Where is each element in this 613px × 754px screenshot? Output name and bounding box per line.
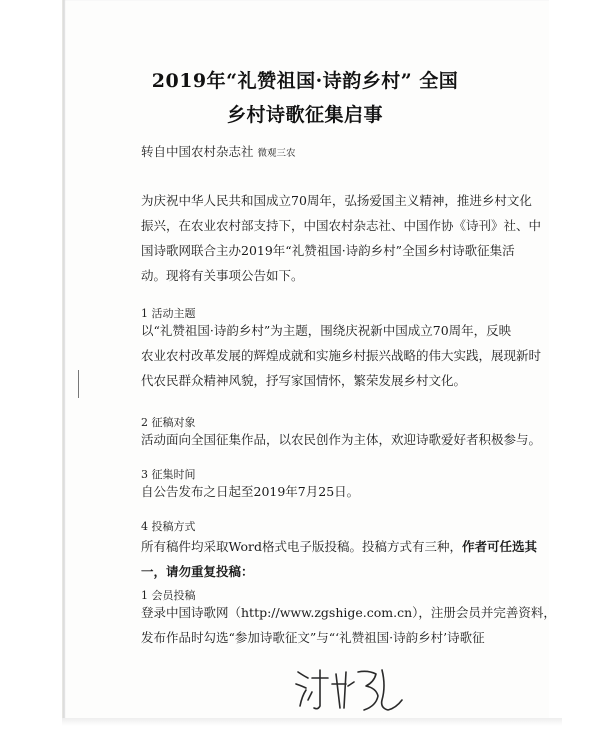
- section-2-body: [141, 427, 542, 452]
- section-1-heading: 1 活动主题: [141, 307, 196, 320]
- page-edge: [62, 718, 562, 726]
- section-2-heading: 2 征稿对象: [141, 416, 196, 429]
- source-line: [141, 142, 296, 160]
- title-line-2: 乡村诗歌征集启事: [226, 104, 383, 126]
- subsection-heading: 1 会员投稿: [141, 589, 196, 602]
- section-4-body: [141, 534, 538, 584]
- bold-line: 一，请勿重复投稿：: [141, 564, 254, 579]
- margin-mark: [78, 370, 79, 398]
- section-3-heading: 3 征集时间: [141, 468, 196, 481]
- title-line-1: 2019年“礼赞祖国·诗韵乡村” 全国: [151, 70, 459, 92]
- intro-line: 振兴，在农业农村部支持下，中国农村杂志社、中国作协《诗刊》社、中: [141, 218, 542, 233]
- intro-line: 动。现将有关事项公告如下。: [141, 268, 304, 283]
- source-account: 微观三农: [257, 148, 296, 159]
- section-1-body: [141, 318, 542, 393]
- intro-line: 为庆祝中华人民共和国成立70周年，弘扬爱国主义精神，推进乡村文化: [141, 193, 532, 208]
- section-3-body: [141, 479, 496, 504]
- source-text: 转自中国农村杂志社: [141, 144, 254, 159]
- body-text: 所有稿件均采取Word格式电子版投稿。投稿方式有三种，: [141, 539, 463, 554]
- body-line: 发布作品时勾选“参加诗歌征文”与“‘礼赞祖国·诗韵乡村’诗歌征: [141, 630, 485, 645]
- body-line: [141, 534, 538, 559]
- body-line: 登录中国诗歌网（http://www.zgshige.com.cn），注册会员并完善资料，: [141, 605, 556, 620]
- body-line: 农业农村改革发展的辉煌成就和实施乡村振兴战略的伟大实践，展现新时: [141, 348, 542, 363]
- section-4-heading: 4 投稿方式: [141, 520, 196, 533]
- intro-line: 国诗歌网联合主办2019年“礼赞祖国·诗韵乡村”全国乡村诗歌征集活: [141, 243, 515, 258]
- body-line: 代农民群众精神风貌，抒写家国情怀，繁荣发展乡村文化。: [141, 373, 467, 388]
- body-line: 自公告发布之日起至2019年7月25日。: [141, 484, 360, 499]
- body-line: 活动面向全国征集作品，以农民创作为主体，欢迎诗歌爱好者积极参与。: [141, 432, 542, 447]
- intro-paragraph: [141, 188, 542, 288]
- handwritten-signature: [290, 662, 410, 718]
- body-line: 以“礼赞祖国·诗韵乡村”为主题，围绕庆祝新中国成立70周年，反映: [141, 323, 512, 338]
- subsection-body: [141, 600, 556, 650]
- bold-text: 作者可任选其: [462, 539, 538, 554]
